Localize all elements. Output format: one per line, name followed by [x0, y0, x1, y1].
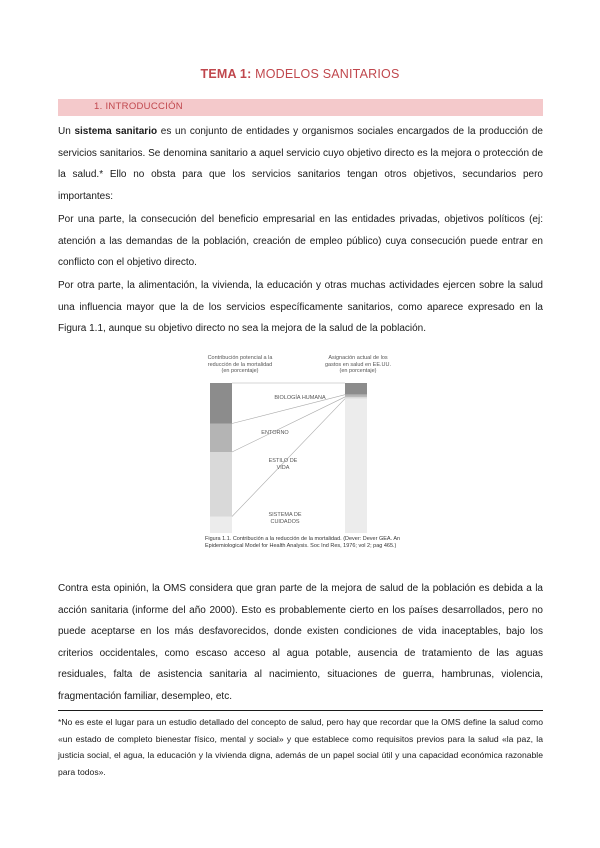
paragraph-2: Por una parte, la consecución del beneficio empresarial en las entidades privadas, objetivos políticos (ej: atención a las demandas de la población, creación de empleo público) cuya consecución puede entrar en conflicto con el objetivo directo.	[58, 214, 543, 268]
page-title	[0, 67, 600, 81]
footnote: *No es este el lugar para un estudio detallado del concepto de salud, pero hay que recordar que la OMS define la salud como «un estado de completo bienestar físico, mental y social» y que establece como requisitos previos para la salud «la paz, la justicia social, el agua, la educación y la vivienda digna, además de un papel social útil y una capacidad económica razonable para todos».	[58, 717, 543, 777]
label-sistema: SISTEMA DE CUIDADOS	[268, 512, 302, 525]
title-bold: TEMA 1:	[200, 67, 252, 81]
paragraph-4: Contra esta opinión, la OMS considera que gran parte de la mejora de salud de la población es debida a la acción sanitaria (informe del año 2000). Esto es probablemente cierto en los países desarrollados, pero no puede aceptarse en los más desfavorecidos, donde existen condiciones de vida inaceptables, bajo los criterios occidentales, como escaso acceso al agua potable, ausencia de tratamiento de las aguas residuales, falta de asistencia sanitaria al nacimiento, situaciones de guerra, hambrunas, violencia, fragmentación familiar, desempleo, etc.	[58, 583, 543, 702]
left-bar-segment-2	[210, 452, 232, 517]
p1-term: sistema sanitario	[74, 126, 158, 137]
left-bar-segment-1	[210, 424, 232, 453]
label-estilo: ESTILO DE VIDA	[268, 458, 298, 471]
p1-text-a: Un	[58, 126, 75, 137]
right-bar-segment-2	[345, 397, 367, 399]
connector-line-2	[232, 397, 345, 452]
title-rest: MODELOS SANITARIOS	[251, 67, 400, 81]
p1-text-b: es un conjunto de entidades y organismos sociales encargados de la producción de servicios sanitarios. Se denomina sanitario a aquel servicio cuyo objetivo directo es la mejora o protección de la salud.* Ello no obsta para que los servicios sanitarios tengan otros objetivos, secundarios pero importantes:	[58, 126, 543, 202]
figure-right-header: Asignación actual de los gastos en salud en EE.UU. (en porcentaje)	[324, 355, 392, 374]
right-bar-segment-0	[345, 383, 367, 395]
figure-caption: Figura 1.1. Contribución a la reducción de la mortalidad. (Dever: Dever GEA. An Epidemiological Model for Health Analysis. Soc Ind Res, 1976; vol 2; pag 465.)	[205, 536, 401, 549]
section-heading-bar	[58, 99, 543, 116]
right-bar-segment-1	[345, 395, 367, 397]
label-biologia: BIOLOGÍA HUMANA	[274, 395, 326, 401]
right-bar-segment-3	[345, 399, 367, 533]
left-bar-segment-0	[210, 383, 232, 424]
footnote-rule	[58, 710, 543, 711]
paragraph-3: Por otra parte, la alimentación, la vivienda, la educación y otras muchas actividades ejercen sobre la salud una influencia mayor que la de los servicios específicamente sanitarios, como aparece expresado en la Figura 1.1, aunque su objetivo directo no sea la mejora de la salud de la población.	[58, 280, 543, 334]
left-bar-segment-3	[210, 517, 232, 534]
section-heading: 1. INTRODUCCIÓN	[94, 101, 183, 112]
label-entorno: ENTORNO	[261, 430, 289, 436]
figure-left-header: Contribución potencial a la reducción de la mortalidad (en porcentaje)	[207, 355, 273, 374]
paragraph-1	[58, 121, 543, 207]
